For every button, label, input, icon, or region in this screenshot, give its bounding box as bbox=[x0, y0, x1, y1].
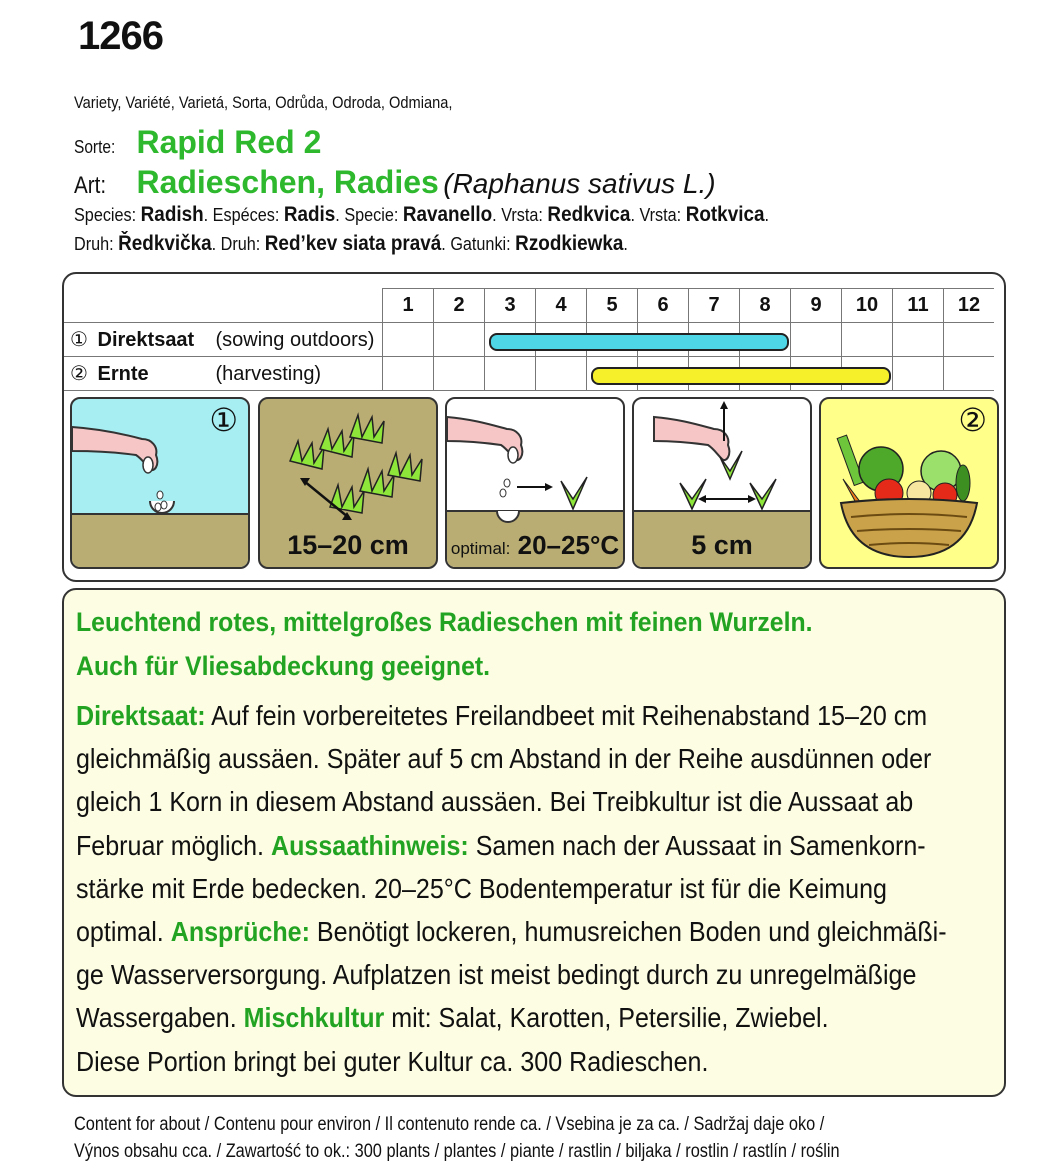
headline-line-1: Leuchtend rotes, mittelgroßes Radieschen mit feinen Wurzeln. bbox=[76, 607, 813, 637]
month-7: 7 bbox=[689, 289, 740, 323]
sorte-label: Sorte: bbox=[74, 137, 116, 157]
portion-text: Diese Portion bringt bei guter Kultur ca. 300 Radieschen. bbox=[76, 1045, 709, 1077]
harvest-period-bar bbox=[591, 367, 891, 385]
species-translation: Radish bbox=[140, 203, 204, 226]
species-translation: Rzodkiewka bbox=[515, 232, 624, 255]
sowing-period-bar bbox=[489, 333, 789, 351]
row-number: ② bbox=[70, 363, 88, 385]
aussaathinweis-heading: Aussaathinweis: bbox=[270, 829, 469, 861]
tile-sowing-hand bbox=[70, 397, 250, 569]
month-9: 9 bbox=[791, 289, 842, 323]
footer-line-1: Content for about / Contenu pour environ / Il contenuto rende ca. / Vsebina je za ca. / Sadržaj daje oko / bbox=[74, 1114, 825, 1135]
description-body bbox=[76, 694, 962, 1083]
species-lang-label: Espéces: bbox=[212, 205, 280, 225]
row-description: (sowing outdoors) bbox=[215, 329, 375, 351]
species-lang-label: Druh: bbox=[220, 234, 261, 254]
month-3: 3 bbox=[485, 289, 536, 323]
variety-row bbox=[74, 124, 321, 161]
tile-row-spacing bbox=[258, 397, 438, 569]
month-1: 1 bbox=[383, 289, 434, 323]
species-translation: Ředkvička bbox=[118, 232, 212, 255]
direktsaat-heading: Direktsaat: bbox=[76, 700, 206, 731]
step-1-marker: ① bbox=[209, 402, 238, 438]
month-5: 5 bbox=[587, 289, 638, 323]
harvest-row-label bbox=[64, 357, 383, 391]
month-2: 2 bbox=[434, 289, 485, 323]
step-2-marker: ② bbox=[958, 402, 987, 438]
species-translation: Radis bbox=[283, 203, 336, 226]
footer-line-2: Výnos obsahu cca. / Zawartość to ok.: 300 plants / plantes / piante / rastlin / biljaka / rostlin / rastlín / roślin bbox=[74, 1141, 840, 1162]
description-headline bbox=[76, 600, 922, 688]
direktsaat-text: Auf fein vorbereitetes Freilandbeet mit Reihenabstand 15–20 cm gleichmäßig aussäen. Später auf 5 cm Abstand in der Reihe ausdünnen oder gleich 1 Korn in diesem Abstand aussäen. Bei Treibkultur ist die Aussaat ab Februar möglich. bbox=[76, 700, 932, 861]
headline-line-2: Auch für Vliesabdeckung geeignet. bbox=[76, 651, 491, 681]
description-panel bbox=[62, 588, 1006, 1097]
species-lang-label: Vrsta: bbox=[501, 205, 543, 225]
ansprueche-heading: Ansprüche: bbox=[170, 916, 310, 948]
sowing-row-label bbox=[64, 323, 383, 357]
species-translation: Ravanello bbox=[402, 203, 493, 226]
species-lang-label: Vrsta: bbox=[639, 205, 682, 225]
mischkultur-heading: Mischkultur bbox=[243, 1002, 385, 1034]
tile-germination-temperature bbox=[445, 397, 625, 569]
species-row bbox=[74, 164, 716, 201]
species-translations-2: Druh: Ředkvička. Druh: Red’kev siata pravá. Gatunki: Rzodkiewka. bbox=[74, 232, 628, 255]
temperature-value: 20–25°C bbox=[517, 530, 620, 560]
content-footer bbox=[74, 1111, 840, 1165]
plant-spacing-value: 5 cm bbox=[691, 530, 753, 560]
species-translation: Redkvica bbox=[547, 203, 631, 226]
species-name: Radieschen, Radies bbox=[136, 164, 439, 200]
month-10: 10 bbox=[842, 289, 893, 323]
ansprueche-text: Benötigt lockeren, humusreichen Boden und gleichmäßi-ge Wasserversorgung. Aufplatzen ist meist bedingt durch zu unregelmäßige Wassergaben. bbox=[76, 916, 947, 1034]
variety-name: Rapid Red 2 bbox=[136, 124, 322, 160]
month-11: 11 bbox=[893, 289, 944, 323]
row-name: Ernte bbox=[97, 363, 149, 385]
calendar-header-row bbox=[64, 289, 994, 323]
latin-name: (Raphanus sativus L.) bbox=[443, 168, 716, 199]
month-12: 12 bbox=[944, 289, 995, 323]
month-8: 8 bbox=[740, 289, 791, 323]
month-6: 6 bbox=[638, 289, 689, 323]
row-description: (harvesting) bbox=[215, 363, 322, 385]
row-name: Direktsaat bbox=[97, 329, 195, 351]
aussaathinweis-text: Samen nach der Aussaat in Samenkorn-stärke mit Erde bedecken. 20–25°C Bodentemperatur ist für die Keimung optimal. bbox=[76, 829, 926, 948]
art-label: Art: bbox=[74, 172, 107, 199]
species-translation: Red’kev siata pravá bbox=[264, 232, 442, 255]
tile-plant-spacing bbox=[632, 397, 812, 569]
tile-harvest bbox=[819, 397, 999, 569]
mischkultur-text: mit: Salat, Karotten, Petersilie, Zwiebel. bbox=[384, 1002, 829, 1034]
row-number: ① bbox=[70, 329, 88, 351]
row-spacing-value: 15–20 cm bbox=[287, 530, 409, 560]
product-code: 1266 bbox=[78, 14, 163, 58]
species-translation: Rotkvica bbox=[685, 203, 765, 226]
calendar-corner bbox=[64, 289, 383, 323]
species-lang-label: Gatunki: bbox=[450, 234, 511, 254]
temperature-caption bbox=[447, 530, 623, 561]
variety-label-line: Variety, Variété, Varietá, Sorta, Odrůda, Odroda, Odmiana, bbox=[74, 93, 453, 112]
temperature-prefix: optimal: bbox=[450, 539, 511, 558]
species-lang-label: Specie: bbox=[344, 205, 399, 225]
month-4: 4 bbox=[536, 289, 587, 323]
species-translations-1: Species: Radish. Espéces: Radis. Specie: Ravanello. Vrsta: Redkvica. Vrsta: Rotkvica. bbox=[74, 203, 769, 226]
species-lang-label: Species: bbox=[74, 205, 137, 225]
species-lang-label: Druh: bbox=[74, 234, 114, 254]
